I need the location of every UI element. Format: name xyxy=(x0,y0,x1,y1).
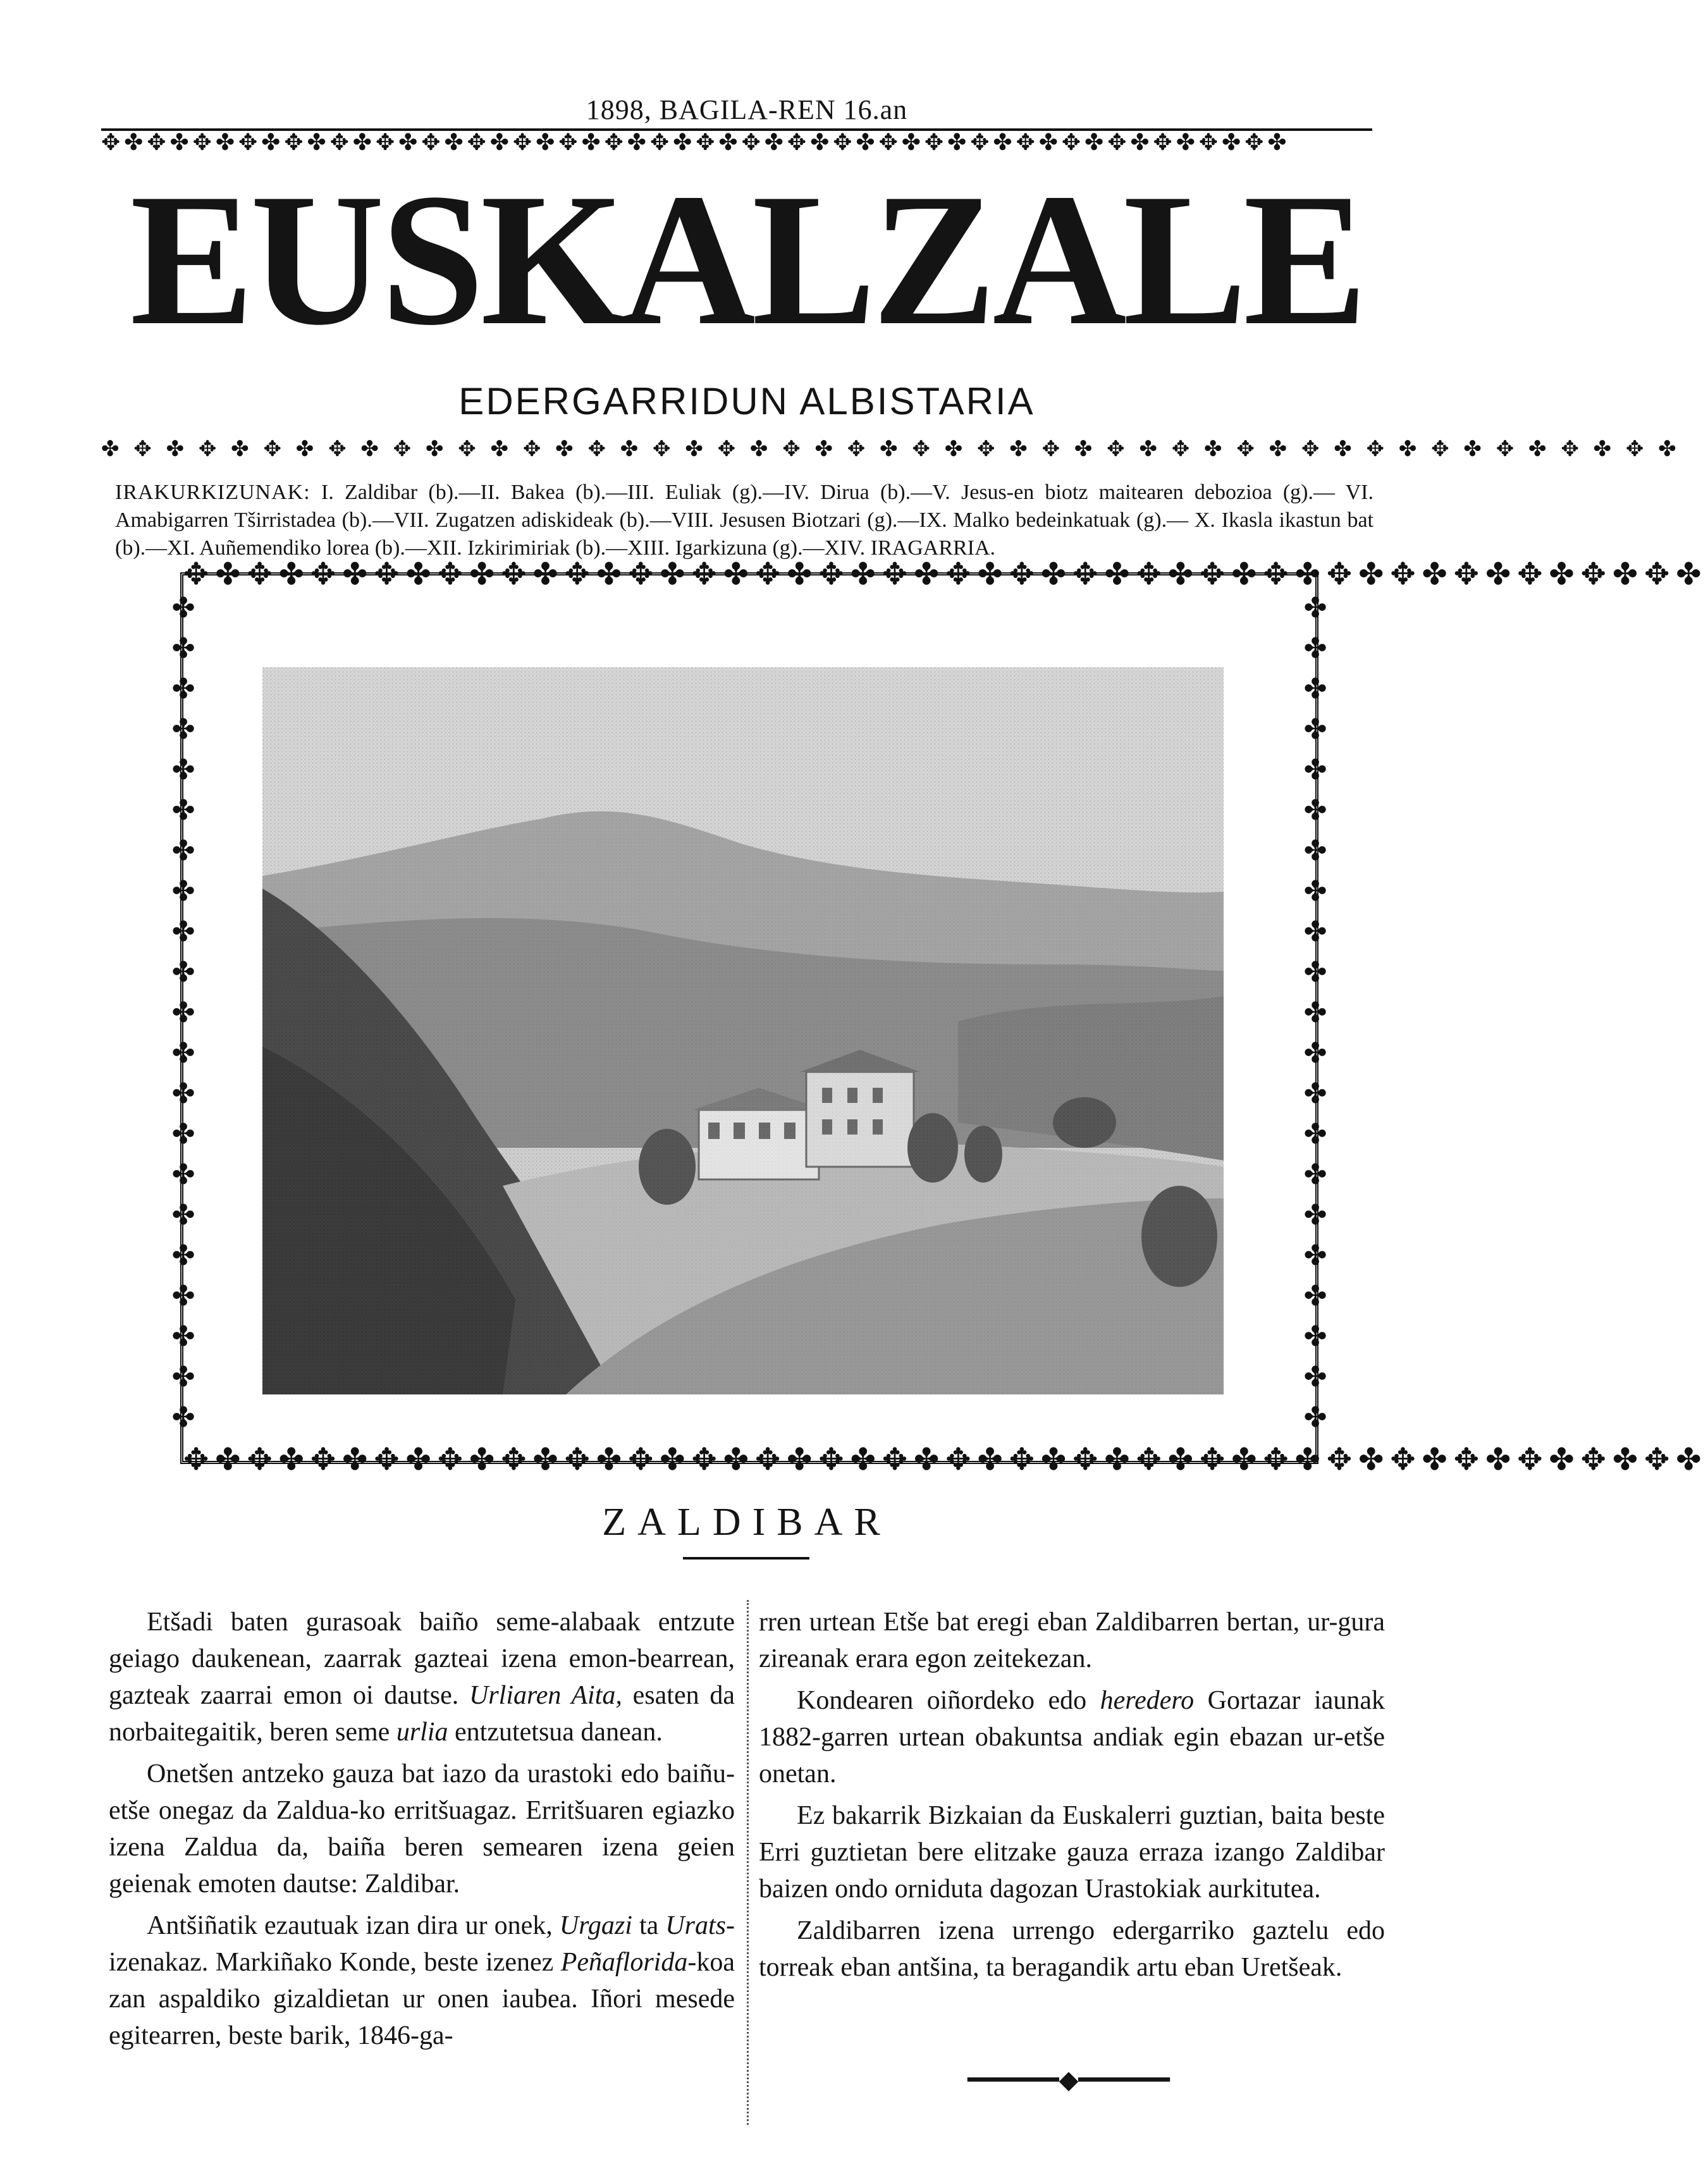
paragraph: Etšadi baten gurasoak baiño seme-alabaak entzute geiago daukenean, zaarrak gazteai izena emon-bearrean, gazteak zaarrai emon oi dautse. Urliaren Aita, esaten da norbaitegaitik, beren seme urlia entzutetsua danean. xyxy=(109,1608,735,1747)
table-of-contents xyxy=(115,479,1373,562)
paragraph: Antšiñatik ezautuak izan dira ur onek, Urgazi ta Urats-izenakaz. Markiñako Konde, beste izenez Peñaflorida-koa zan aspaldiko gizaldietan ur onen iaubea. Iñori mesede egitearren, beste barik, 1846-ga- xyxy=(109,1911,735,2050)
frame-ornament-right-icon: ✤ ✤ ✤ ✤ ✤ ✤ ✤ ✤ ✤ ✤ ✤ ✤ ✤ ✤ ✤ ✤ ✤ ✤ ✤ ✤ ✤ xyxy=(1303,592,1327,1434)
frame-ornament-bottom-icon: ✥✤✥✤✥✤✥✤✥✤✥✤✥✤✥✤✥✤✥✤✥✤✥✤✥✤✥✤✥✤✥✤✥✤✥✤✥✤✥✤✥✤✥✤✥✤✥✤ xyxy=(183,1442,1708,1477)
frame-ornament-left-icon: ✤ ✤ ✤ ✤ ✤ ✤ ✤ ✤ ✤ ✤ ✤ ✤ ✤ ✤ ✤ ✤ ✤ ✤ ✤ ✤ ✤ xyxy=(171,592,195,1434)
column-separator xyxy=(747,1600,749,2125)
paragraph: rren urtean Etše bat eregi eban Zaldibarren bertan, ur-gura zireanak erara egon zeitekezan. xyxy=(759,1608,1385,1673)
article-column-left xyxy=(109,1604,735,2059)
paragraph: Zaldibarren izena urrengo edergarriko gaztelu edo torreak eban antšina, ta beragandik artu eban Uretšeak. xyxy=(759,1916,1385,1982)
paragraph: Ez bakarrik Bizkaian da Euskalerri guztian, baita beste Erri guztietan bere elitzake gauza erraza izango Zaldibar baizen ondo orniduta dagozan Urastokiak aurkitutea. xyxy=(759,1801,1385,1904)
contents-label: IRAKURKIZUNAK: xyxy=(115,481,310,504)
landscape-photo-icon xyxy=(262,667,1224,1394)
newspaper-masthead: EUSKALZALE xyxy=(130,154,1364,364)
frame-ornament-top-icon: ✥✤✥✤✥✤✥✤✥✤✥✤✥✤✥✤✥✤✥✤✥✤✥✤✥✤✥✤✥✤✥✤✥✤✥✤✥✤✥✤✥✤✥✤✥✤✥✤ xyxy=(183,557,1708,592)
issue-date: 1898, BAGILA-REN 16.an xyxy=(586,94,908,125)
title-rule xyxy=(683,1557,809,1560)
newspaper-subtitle: EDERGARRIDUN ALBISTARIA xyxy=(458,380,1035,422)
paragraph: Kondearen oiñordeko edo heredero Gortazar iaunak 1882-garren urtean obakuntsa andiak egin ebazan ur-etše onetan. xyxy=(759,1686,1385,1788)
end-ornament-icon: ━━━━━━◆━━━━━━ xyxy=(968,2065,1170,2094)
contents-items: I. Zaldibar (b).—II. Bakea (b).—III. Euliak (g).—IV. Dirua (b).—V. Jesus-en biotz maitearen debozioa (g).— VI. Amabigarren Tširristadea (b).—VII. Zugatzen adiskideak (b).—VIII. Jesusen Biotzari (g).—IX. Malko bedeinkatuak (g).— X. Ikasla ikastun bat (b).—XI. Auñemendiko lorea (b).—XII. Izkirimiriak (b).—XIII. Igarkizuna (g).—XIV. IRAGARRIA. xyxy=(115,481,1374,560)
paragraph: Onetšen antzeko gauza bat iazo da urastoki edo baiñu-etše onegaz da Zaldua-ko erritšuagaz. Erritšuaren egiazko izena Zaldua da, baiña beren semearen izena geien geienak emoten dautse: Zaldibar. xyxy=(109,1759,735,1898)
ornament-divider-icon: ✤ ✥ ✤ ✥ ✤ ✥ ✤ ✥ ✤ ✥ ✤ ✥ ✤ ✥ ✤ ✥ ✤ ✥ ✤ ✥ ✤ ✥ ✤ ✥ ✤ ✥ ✤ ✥ ✤ ✥ ✤ ✥ ✤ ✥ ✤ ✥ ✤ ✥ ✤ ✥ ✤ ✥ ✤ ✥ ✤ ✥ ✤ ✥ ✤ xyxy=(101,436,1680,462)
article-column-right xyxy=(759,1604,1385,1991)
ornament-border-icon: ✥✤✥✤✥✤✥✤✥✤✥✤✥✤✥✤✥✤✥✤✥✤✥✤✥✤✥✤✥✤✥✤✥✤✥✤✥✤✥✤✥✤✥✤✥✤✥✤✥✤✥✤ xyxy=(101,130,1291,156)
article-title: ZALDIBAR xyxy=(602,1501,892,1544)
